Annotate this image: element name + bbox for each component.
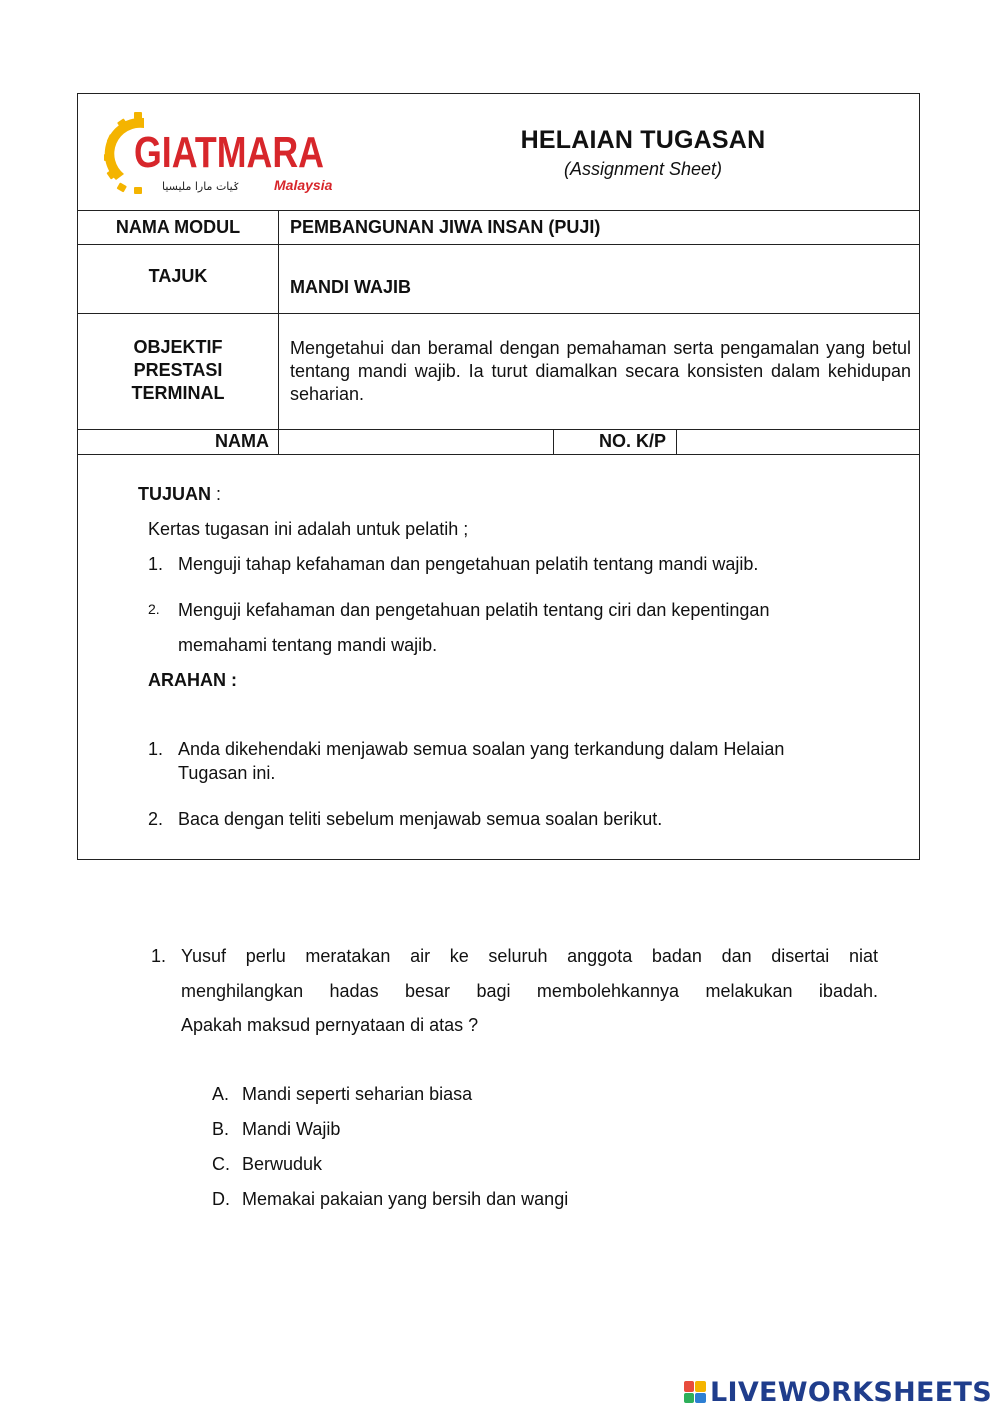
logo-wordmark: GIATMARA bbox=[134, 128, 324, 177]
tujuan-colon: : bbox=[211, 484, 222, 504]
option-letter: C. bbox=[212, 1154, 230, 1174]
liveworksheets-wordmark: LIVEWORKSHEETS bbox=[709, 1376, 992, 1408]
tajuk-row bbox=[78, 245, 919, 314]
question-number: 1. bbox=[151, 946, 167, 966]
modul-row bbox=[78, 211, 919, 245]
question-line: Apakah maksud pernyataan di atas ? bbox=[181, 1015, 479, 1035]
tujuan-heading-text: TUJUAN bbox=[138, 484, 212, 504]
option-b[interactable]: Mandi Wajib bbox=[242, 1119, 341, 1139]
arahan-item: Anda dikehendaki menjawab semua soalan yang terkandung dalam Helaian bbox=[178, 739, 785, 759]
instructions-body bbox=[78, 455, 919, 859]
option-c[interactable]: Berwuduk bbox=[242, 1154, 323, 1174]
giatmara-logo bbox=[104, 112, 334, 194]
objektif-row bbox=[78, 314, 919, 430]
logo-malaysia: Malaysia bbox=[274, 177, 333, 193]
question-line: Yusuf perlu meratakan air ke seluruh anggota badan dan disertai niat bbox=[181, 946, 878, 966]
nama-field[interactable] bbox=[279, 430, 554, 454]
question-line: menghilangkan hadas besar bagi membolehkannya melakukan ibadah. bbox=[181, 981, 878, 1001]
sheet-subtitle: (Assignment Sheet) bbox=[563, 159, 723, 179]
tujuan-heading bbox=[138, 484, 221, 505]
arahan-item-number: 1. bbox=[148, 739, 164, 759]
option-letter: A. bbox=[212, 1084, 230, 1104]
modul-value: PEMBANGUNAN JIWA INSAN (PUJI) bbox=[290, 217, 601, 237]
liveworksheets-brand[interactable] bbox=[684, 1376, 992, 1408]
tujuan-item-number: 1. bbox=[148, 554, 164, 574]
modul-label: NAMA MODUL bbox=[78, 211, 279, 244]
liveworksheets-logo-icon bbox=[684, 1381, 706, 1403]
objektif-label-line: PRESTASI bbox=[133, 360, 223, 380]
tujuan-item-cont: memahami tentang mandi wajib. bbox=[178, 635, 438, 655]
tujuan-item: Menguji kefahaman dan pengetahuan pelatih tentang ciri dan kepentingan bbox=[178, 600, 770, 620]
option-letter: B. bbox=[212, 1119, 230, 1139]
nokp-label: NO. K/P bbox=[554, 430, 677, 454]
nama-row bbox=[78, 430, 919, 455]
header-row bbox=[78, 94, 919, 211]
option-d[interactable]: Memakai pakaian yang bersih dan wangi bbox=[242, 1189, 569, 1209]
tujuan-intro: Kertas tugasan ini adalah untuk pelatih ; bbox=[148, 519, 469, 539]
arahan-item-number: 2. bbox=[148, 809, 164, 829]
tajuk-value: MANDI WAJIB bbox=[290, 277, 411, 297]
tajuk-label: TAJUK bbox=[78, 245, 279, 313]
tujuan-item: Menguji tahap kefahaman dan pengetahuan pelatih tentang mandi wajib. bbox=[178, 554, 759, 574]
logo-jawi: ݢيات مارا مليسيا bbox=[162, 180, 240, 193]
objektif-label bbox=[78, 314, 279, 429]
sheet-title: HELAIAN TUGASAN bbox=[520, 126, 766, 154]
assignment-header-table bbox=[77, 93, 920, 860]
nama-label: NAMA bbox=[78, 430, 279, 454]
sheet-title-block bbox=[498, 126, 788, 180]
arahan-heading: ARAHAN : bbox=[148, 670, 237, 690]
tujuan-item-number: 2. bbox=[148, 601, 160, 617]
objektif-value: Mengetahui dan beramal dengan pemahaman serta pengamalan yang betul tentang mandi wajib. Ia turut diamalkan secara konsisten dalam kehidupan seharian. bbox=[290, 338, 911, 404]
objektif-label-line: TERMINAL bbox=[131, 383, 225, 403]
option-letter: D. bbox=[212, 1189, 230, 1209]
arahan-item: Baca dengan teliti sebelum menjawab semua soalan berikut. bbox=[178, 809, 663, 829]
objektif-label-line: OBJEKTIF bbox=[133, 337, 223, 357]
arahan-item-cont: Tugasan ini. bbox=[178, 763, 276, 783]
option-a[interactable]: Mandi seperti seharian biasa bbox=[242, 1084, 473, 1104]
